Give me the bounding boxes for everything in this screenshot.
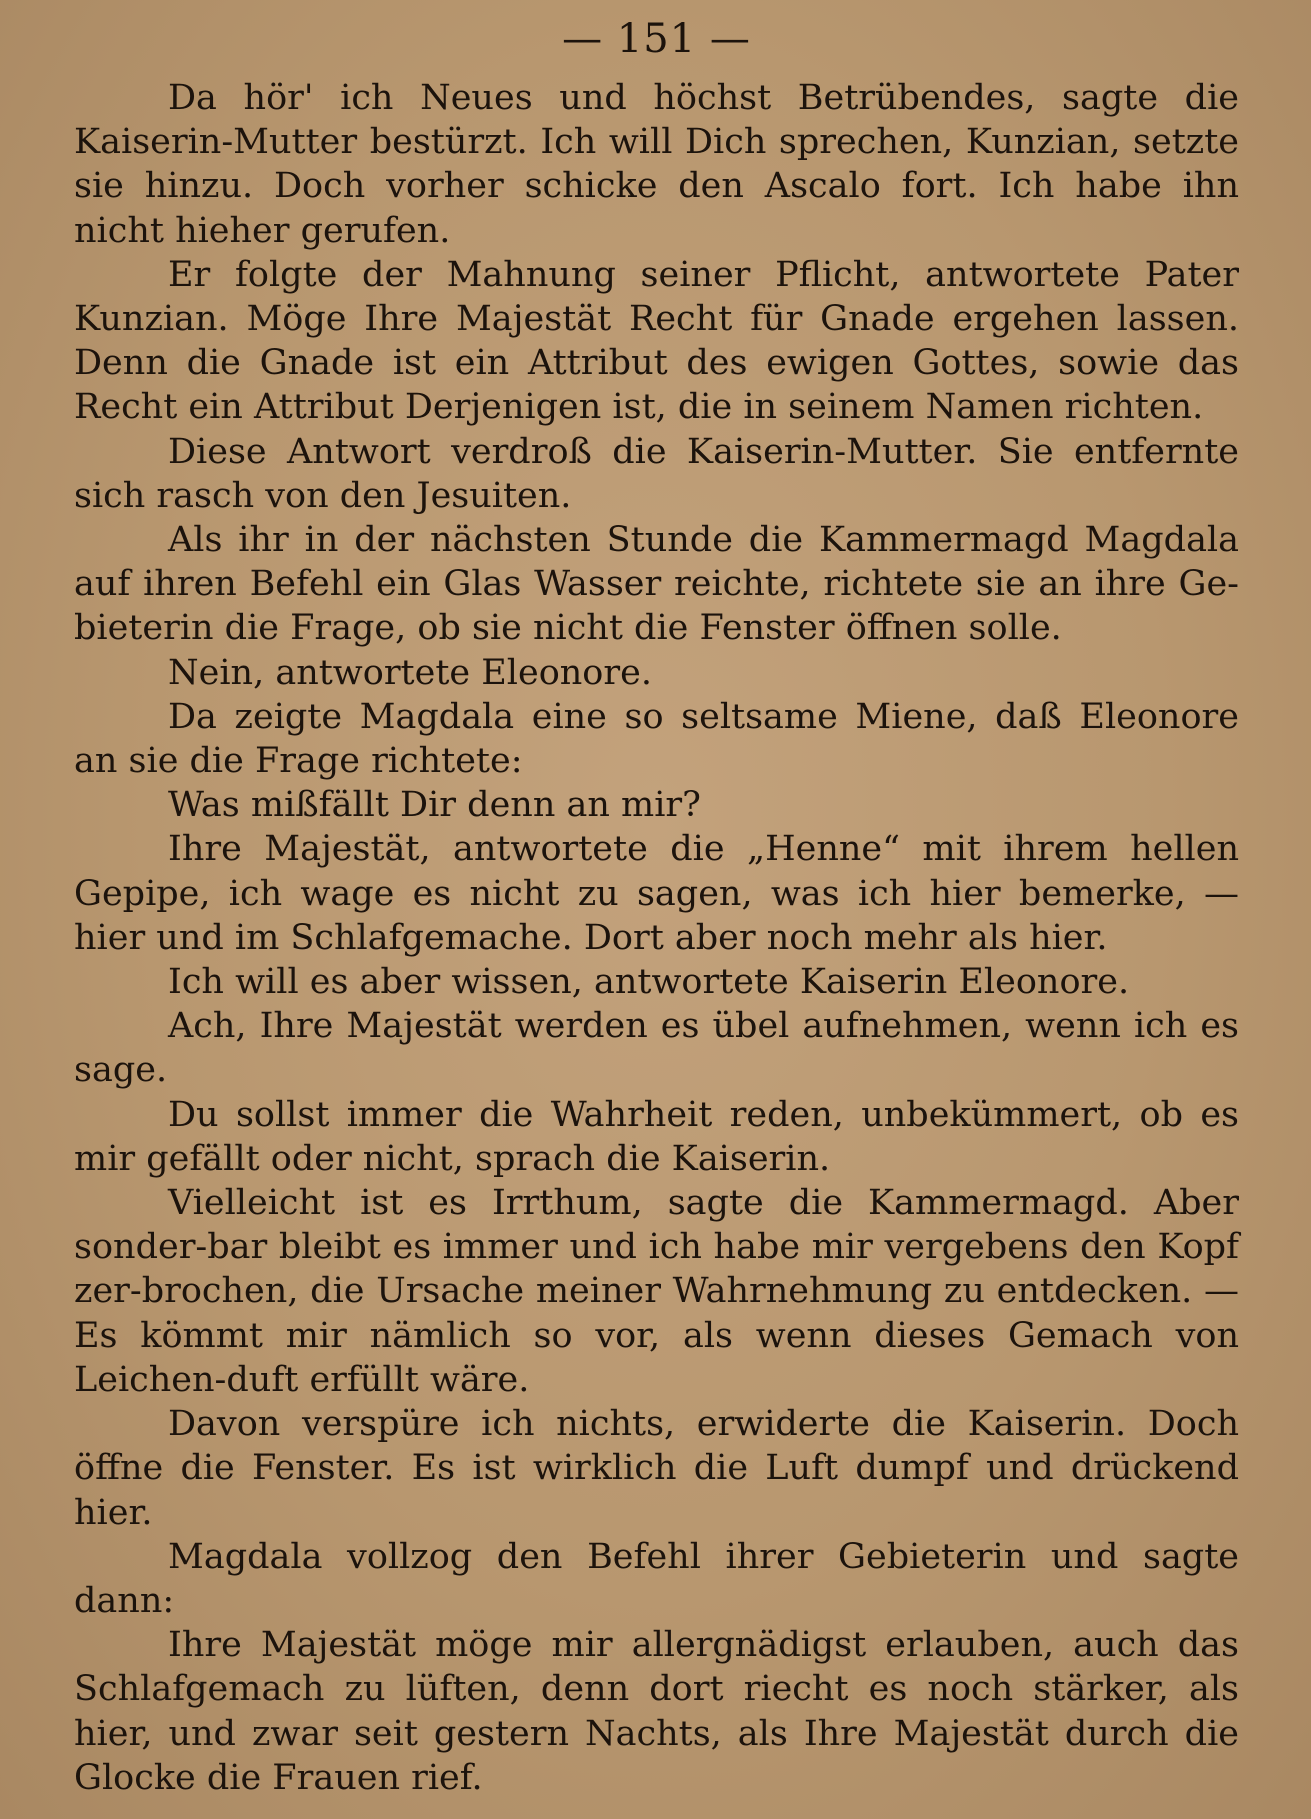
paragraph: Ich will es aber wissen, antwortete Kaiserin Eleonore. (168, 962, 1130, 1003)
paragraph: Da hör' ich Neues und höchst Betrübendes, sagte die Kaiserin-Mutter bestürzt. Ich will Dich sprechen, Kunzian, setzte sie hinzu. Doch vorher schicke den Ascalo fort. Ich habe ihn nicht hieher gerufen. (74, 78, 1239, 251)
paragraph: Da zeigte Magdala eine so seltsame Miene, daß Eleonore an sie die Frage richtete: (74, 696, 1239, 782)
paragraph: Nein, antwortete Eleonore. (168, 652, 652, 693)
paragraph: Ihre Majestät, antwortete die „Henne“ mit ihrem hellen Gepipe, ich wage es nicht zu sagen, was ich hier bemerke, — hier und im Schlafgemache. Dort aber noch mehr als hier. (74, 829, 1239, 958)
paragraph: Vielleicht ist es Irrthum, sagte die Kammermagd. Aber sonder-bar bleibt es immer und ich habe mir vergebens den Kopf zer-brochen, die Ursache meiner Wahrnehmung zu entdecken. — Es kömmt mir nämlich so vor, als wenn dieses Gemach von Leichen-duft erfüllt wäre. (74, 1183, 1239, 1400)
page-number: — 151 — (562, 16, 751, 62)
paragraph: Ach, Ihre Majestät werden es übel aufnehmen, wenn ich es sage. (74, 1006, 1239, 1091)
paragraph: Als ihr in der nächsten Stunde die Kammermagd Magdala auf ihren Befehl ein Glas Wasser reichte, richtete sie an ihre Ge-bieterin die Frage, ob sie nicht die Fenster öffnen solle. (74, 520, 1239, 649)
paragraph: Magdala vollzog den Befehl ihrer Gebieterin und sagte dann: (74, 1536, 1239, 1621)
page-body (74, 76, 1239, 1800)
paragraph: Davon verspüre ich nichts, erwiderte die Kaiserin. Doch öffne die Fenster. Es ist wirklich die Luft dumpf und drückend hier. (74, 1404, 1239, 1533)
paragraph: Du sollst immer die Wahrheit reden, unbekümmert, ob es mir gefällt oder nicht, sprach die Kaiserin. (74, 1094, 1239, 1179)
paragraph: Diese Antwort verdroß die Kaiserin-Mutter. Sie entfernte sich rasch von den Jesuiten. (74, 431, 1239, 516)
paragraph: Was mißfällt Dir denn an mir? (168, 785, 701, 826)
paragraph: Er folgte der Mahnung seiner Pflicht, antwortete Pater Kunzian. Möge Ihre Majestät Recht für Gnade ergehen lassen. Denn die Gnade ist ein Attribut des ewigen Gottes, sowie das Recht ein Attribut Derjenigen ist, die in seinem Namen richten. (74, 254, 1239, 428)
paragraph: Ihre Majestät möge mir allergnädigst erlauben, auch das Schlafgemach zu lüften, denn dort riecht es noch stärker, als hier, und zwar seit gestern Nachts, als Ihre Majestät durch die Glocke die Frauen rief. (74, 1625, 1239, 1798)
